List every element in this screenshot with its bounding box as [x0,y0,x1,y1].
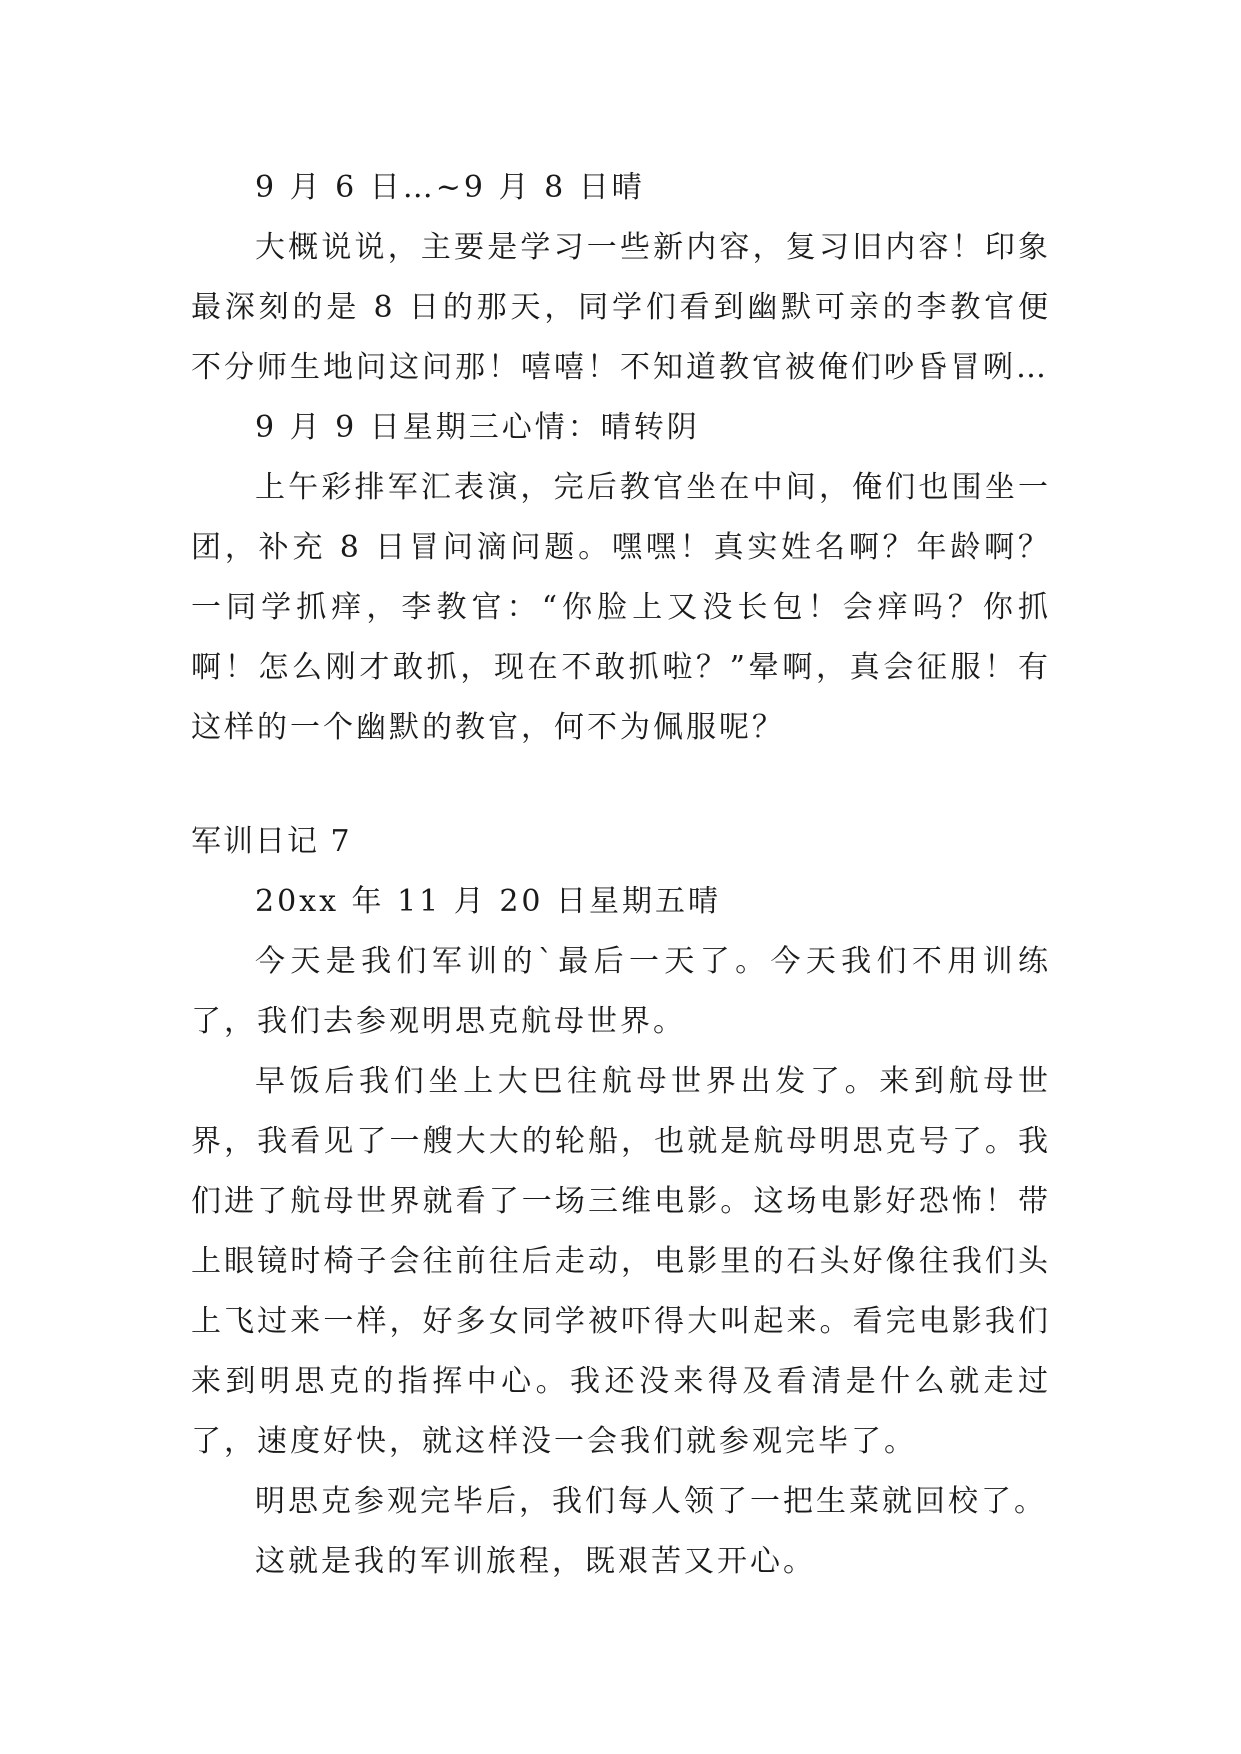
diary-paragraph: 明思克参观完毕后，我们每人领了一把生菜就回校了。 [255,1484,1047,1519]
diary-paragraph: 上午彩排军汇表演，完后教官坐在中间，俺们也围坐一团，补充 8 日冒问滴问题。嘿嘿！真实姓名啊？年龄啊？一同学抓痒，李教官：“你脸上又没长包！会痒吗？你抓啊！怎么刚才敢抓，现在不敢抓啦？”晕啊，真会征服！有这样的一个幽默的教官，何不为佩服呢？ [191,470,1051,745]
diary-date-line: 9 月 9 日星期三心情：晴转阴 [255,410,700,445]
section-spacer [191,758,1051,812]
diary-paragraph: 今天是我们军训的`最后一天了。今天我们不用训练了，我们去参观明思克航母世界。 [191,944,1051,1039]
document-body [191,158,1051,1592]
diary-paragraph: 早饭后我们坐上大巴往航母世界出发了。来到航母世界，我看见了一艘大大的轮船，也就是航母明思克号了。我们进了航母世界就看了一场三维电影。这场电影好恐怖！带上眼镜时椅子会往前往后走动，电影里的石头好像往我们头上飞过来一样，好多女同学被吓得大叫起来。看完电影我们来到明思克的指挥中心。我还没来得及看清是什么就走过了，速度好快，就这样没一会我们就参观完毕了。 [191,1064,1051,1459]
diary-paragraph: 这就是我的军训旅程，既艰苦又开心。 [255,1544,816,1579]
diary-date-line: 20xx 年 11 月 20 日星期五晴 [255,884,722,919]
diary-paragraph: 大概说说，主要是学习一些新内容，复习旧内容！印象最深刻的是 8 日的那天，同学们看到幽默可亲的李教官便不分师生地问这问那！嘻嘻！不知道教官被俺们吵昏冒咧… [191,230,1051,385]
diary-date-line: 9 月 6 日…~9 月 8 日晴 [255,170,645,205]
section-title: 军训日记 7 [191,824,352,859]
